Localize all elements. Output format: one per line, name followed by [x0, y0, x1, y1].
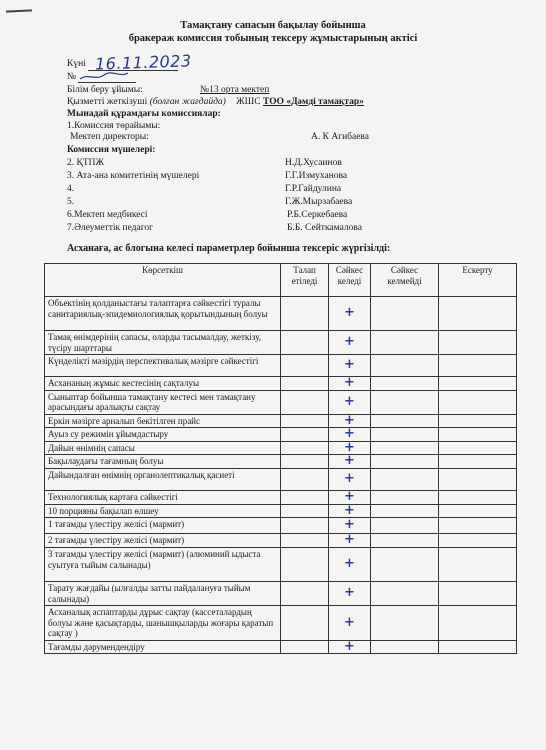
supplier-type: ЖШС — [236, 97, 261, 107]
noncompliant-cell — [371, 504, 439, 518]
table-row — [45, 355, 517, 377]
indicator-cell: Күнделікті мәзірдің перспективалық мәзірге сәйкестігі — [45, 355, 281, 377]
indicator-cell: Сыныптар бойынша тамақтану кестесі мен тамақтану арасындағы аралықты сақтау — [45, 390, 281, 414]
compliant-mark: + — [329, 469, 371, 491]
noncompliant-cell — [371, 414, 439, 428]
table-row — [45, 640, 517, 654]
required-cell — [281, 455, 329, 469]
member-role: 5. — [67, 197, 75, 207]
noncompliant-cell — [371, 377, 439, 391]
indicator-cell: Объектінің қолданыстағы талаптарға сәйкестігі туралы санитариялық-эпидемиологиялық қорытындының болуы — [45, 297, 281, 331]
required-cell — [281, 534, 329, 548]
note-cell — [439, 297, 517, 331]
member-name: Г.Ж.Мырзабаева — [285, 197, 353, 207]
member-role: 4. — [67, 184, 75, 194]
note-cell — [439, 640, 517, 654]
required-cell — [281, 491, 329, 505]
indicator-cell: 3 тағамды үлестіру желісі (мармит) (алюминий ыдыста суытуға тыйым салынады) — [45, 548, 281, 582]
required-cell — [281, 297, 329, 331]
date-label: Күні — [67, 59, 86, 69]
compliant-mark: + — [329, 640, 371, 654]
compliant-mark: + — [329, 504, 371, 518]
table-row — [45, 606, 517, 641]
member-role: 3. Ата-ана комитетінің мүшелері — [67, 171, 200, 181]
table-row — [45, 414, 517, 428]
compliant-mark: + — [329, 582, 371, 606]
indicator-cell: 1 тағамды үлестіру желісі (мармит) — [45, 518, 281, 534]
indicator-cell: Технологиялық картаға сәйкестігі — [45, 491, 281, 505]
noncompliant-cell — [371, 548, 439, 582]
table-row — [45, 469, 517, 491]
director-name: А. К Агибаева — [311, 132, 370, 142]
supplier-note: (болған жағдайда) — [149, 97, 226, 107]
required-cell — [281, 355, 329, 377]
inspection-table — [44, 263, 517, 654]
indicator-cell: Тарату жағдайы (ылғалды затты пайдалануға тыйым салынады) — [45, 582, 281, 606]
required-cell — [281, 331, 329, 355]
members-heading: Комиссия мүшелері: — [67, 145, 156, 155]
compliant-mark: + — [329, 390, 371, 414]
commission-heading: Мынадай құрамдағы комиссиялар: — [67, 109, 221, 119]
member-name: Г.Р.Гайдулина — [285, 184, 342, 194]
note-cell — [439, 469, 517, 491]
table-row — [45, 534, 517, 548]
note-cell — [439, 377, 517, 391]
required-cell — [281, 504, 329, 518]
table-row — [45, 390, 517, 414]
table-row — [45, 491, 517, 505]
note-cell — [439, 606, 517, 641]
required-cell — [281, 582, 329, 606]
noncompliant-cell — [371, 355, 439, 377]
compliant-mark: + — [329, 428, 371, 442]
supplier-value: ТОО «Дәмді тамақтар» — [262, 97, 364, 107]
table-row — [45, 297, 517, 331]
note-cell — [439, 414, 517, 428]
indicator-cell: Дайын өнімнің сапасы — [45, 441, 281, 455]
supplier-label: Қызметті жеткізуші — [67, 97, 148, 107]
director-label: Мектеп директоры: — [70, 132, 149, 142]
compliant-mark: + — [329, 331, 371, 355]
org-value: №13 орта мектеп — [200, 85, 270, 95]
table-row — [45, 582, 517, 606]
member-name: Р.Б.Серкебаева — [287, 210, 348, 220]
table-row — [45, 441, 517, 455]
noncompliant-cell — [371, 331, 439, 355]
required-cell — [281, 414, 329, 428]
number-scribble — [78, 70, 130, 82]
indicator-cell: Бақылаудағы тағамның болуы — [45, 455, 281, 469]
indicator-cell: Еркін мәзірге арналып бекітілген прайс — [45, 414, 281, 428]
required-cell — [281, 390, 329, 414]
compliant-mark: + — [329, 441, 371, 455]
org-label: Білім беру ұйымы: — [67, 85, 143, 95]
compliant-mark: + — [329, 491, 371, 505]
supplier-line — [67, 97, 364, 107]
note-cell — [439, 355, 517, 377]
required-cell — [281, 441, 329, 455]
indicator-cell: 10 порцияны бақылап өлшеу — [45, 504, 281, 518]
indicator-cell: 2 тағамды үлестіру желісі (мармит) — [45, 534, 281, 548]
note-cell — [439, 518, 517, 534]
noncompliant-cell — [371, 455, 439, 469]
table-body — [45, 297, 517, 654]
required-cell — [281, 469, 329, 491]
table-row — [45, 428, 517, 442]
table-row — [45, 504, 517, 518]
compliant-mark: + — [329, 518, 371, 534]
required-cell — [281, 606, 329, 641]
table-row — [45, 455, 517, 469]
chair-heading: 1.Комиссия төрайымы: — [67, 121, 161, 131]
title-line-1: Тамақтану сапасын бақылау бойынша — [180, 20, 366, 31]
member-role: 2. ҚТПЖ — [67, 158, 105, 168]
table-row — [45, 548, 517, 582]
member-name: Б.Б. Сейткамалова — [287, 223, 362, 233]
compliant-mark: + — [329, 297, 371, 331]
noncompliant-cell — [371, 518, 439, 534]
noncompliant-cell — [371, 469, 439, 491]
note-cell — [439, 548, 517, 582]
required-cell — [281, 548, 329, 582]
table-header-row — [45, 264, 517, 297]
indicator-cell: Асхананың жұмыс кестесінің сақталуы — [45, 377, 281, 391]
indicator-cell: Тамақ өнімдерінің сапасы, оларды тасымалдау, жеткізу, түсіру шарттары — [45, 331, 281, 355]
note-cell — [439, 491, 517, 505]
scan-mark — [6, 9, 32, 12]
noncompliant-cell — [371, 491, 439, 505]
required-cell — [281, 640, 329, 654]
section-title: Асханаға, ас блогына келесі параметрлер бойынша тексеріс жүргізілді: — [67, 243, 391, 254]
indicator-cell: Асханалық аспаптарды дұрыс сақтау (кассеталардың болуы және қасықтарды, шанышқыларды жоғары қаратып сақтау ) — [45, 606, 281, 641]
member-role: 7.Әлеуметтік педагог — [67, 223, 154, 233]
indicator-cell: Ауыз су режимін ұйымдастыру — [45, 428, 281, 442]
header-compliant: Сәйкес келеді — [329, 264, 371, 297]
compliant-mark: + — [329, 377, 371, 391]
note-cell — [439, 441, 517, 455]
note-cell — [439, 534, 517, 548]
header-indicator: Көрсеткіш — [45, 264, 281, 297]
required-cell — [281, 428, 329, 442]
noncompliant-cell — [371, 390, 439, 414]
member-role: 6.Мектеп медбикесі — [67, 210, 148, 220]
indicator-cell: Тағамды дәрумендендіру — [45, 640, 281, 654]
note-cell — [439, 331, 517, 355]
note-cell — [439, 428, 517, 442]
header-noncompliant: Сәйкес келмейді — [371, 264, 439, 297]
note-cell — [439, 390, 517, 414]
member-name: Г.Г.Измуханова — [285, 171, 348, 181]
compliant-mark: + — [329, 548, 371, 582]
note-cell — [439, 582, 517, 606]
noncompliant-cell — [371, 441, 439, 455]
header-note: Ескерту — [439, 264, 517, 297]
number-label: № — [67, 72, 77, 82]
compliant-mark: + — [329, 455, 371, 469]
member-name: Н.Д.Хусаинов — [285, 158, 342, 168]
indicator-cell: Дайындалған өнімнің органолептикалық қасиеті — [45, 469, 281, 491]
noncompliant-cell — [371, 640, 439, 654]
compliant-mark: + — [329, 414, 371, 428]
date-value: 16.11.2023 — [94, 51, 192, 74]
noncompliant-cell — [371, 606, 439, 641]
noncompliant-cell — [371, 297, 439, 331]
table-row — [45, 377, 517, 391]
table-row — [45, 331, 517, 355]
noncompliant-cell — [371, 534, 439, 548]
note-cell — [439, 504, 517, 518]
number-underline — [78, 82, 136, 83]
required-cell — [281, 518, 329, 534]
title-line-2: бракераж комиссия тобының тексеру жұмыстарының актісі — [128, 33, 418, 44]
table-row — [45, 518, 517, 534]
header-required: Талап етіледі — [281, 264, 329, 297]
note-cell — [439, 455, 517, 469]
required-cell — [281, 377, 329, 391]
compliant-mark: + — [329, 355, 371, 377]
compliant-mark: + — [329, 606, 371, 641]
noncompliant-cell — [371, 582, 439, 606]
noncompliant-cell — [371, 428, 439, 442]
compliant-mark: + — [329, 534, 371, 548]
